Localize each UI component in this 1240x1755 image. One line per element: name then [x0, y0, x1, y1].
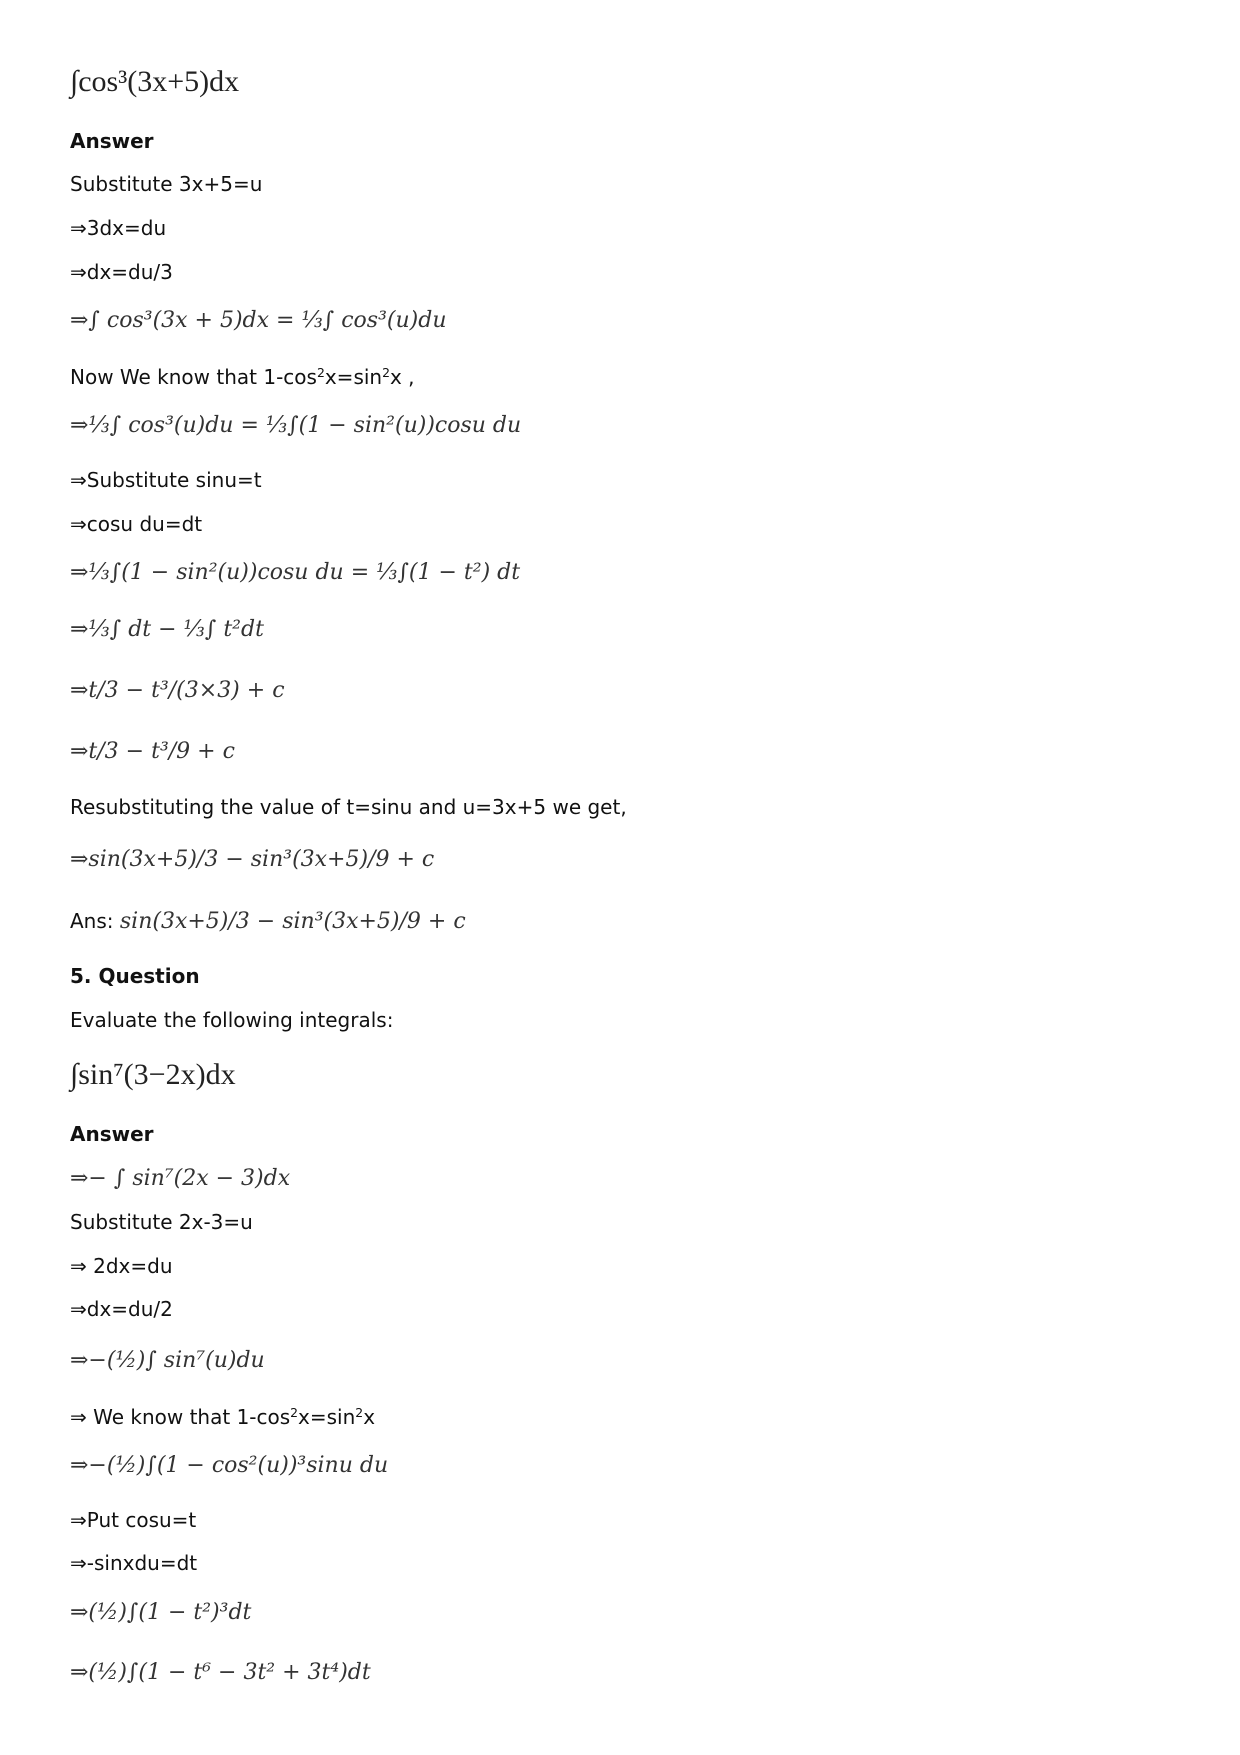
identity-sup-1: 2	[316, 365, 325, 381]
problem4-equation-6: ⇒t/3 − t³/9 + c	[70, 739, 235, 764]
problem5-step-sinxdu: ⇒-sinxdu=dt	[70, 1551, 198, 1575]
problem4-step-cosu: ⇒cosu du=dt	[70, 512, 203, 536]
problem4-identity	[70, 364, 415, 390]
identity-text-post: x	[363, 1405, 376, 1429]
problem5-answer-label: Answer	[70, 1122, 154, 1146]
problem4-final-answer	[70, 908, 466, 935]
problem5-equation-3: ⇒−(½)∫(1 − cos²(u))³sinu du	[70, 1453, 389, 1478]
problem5-step-substitute: Substitute 2x-3=u	[70, 1210, 253, 1234]
problem4-equation-3: ⇒⅓∫(1 − sin²(u))cosu du = ⅓∫(1 − t²) dt	[70, 560, 521, 585]
problem5-equation-5: ⇒(½)∫(1 − t⁶ − 3t² + 3t⁴)dt	[70, 1660, 371, 1685]
problem4-step-substitute: Substitute 3x+5=u	[70, 172, 263, 196]
problem5-equation-1: ⇒− ∫ sin⁷(2x − 3)dx	[70, 1166, 291, 1191]
problem5-step-dx: ⇒dx=du/2	[70, 1297, 173, 1321]
problem5-heading: 5. Question	[70, 964, 200, 988]
problem5-equation-2: ⇒−(½)∫ sin⁷(u)du	[70, 1348, 265, 1373]
problem4-equation-5: ⇒t/3 − t³/(3×3) + c	[70, 678, 285, 703]
problem4-step-3dx: ⇒3dx=du	[70, 216, 167, 240]
problem4-answer-label: Answer	[70, 129, 154, 153]
identity-text-pre: Now We know that 1-cos	[70, 365, 317, 389]
problem4-equation-1: ⇒∫ cos³(3x + 5)dx = ⅓∫ cos³(u)du	[70, 308, 447, 333]
problem4-equation-7: ⇒sin(3x+5)/3 − sin³(3x+5)/9 + c	[70, 847, 435, 872]
problem5-identity	[70, 1404, 375, 1430]
identity-sup-1: 2	[290, 1405, 299, 1421]
final-answer-value: sin(3x+5)/3 − sin³(3x+5)/9 + c	[119, 909, 466, 934]
problem5-step-2dx: ⇒ 2dx=du	[70, 1254, 173, 1278]
problem4-equation-4: ⇒⅓∫ dt − ⅓∫ t²dt	[70, 617, 264, 642]
problem5-step-cosu: ⇒Put cosu=t	[70, 1508, 197, 1532]
identity-text-mid: x=sin	[298, 1405, 356, 1429]
problem5-integral: ∫sin⁷(3−2x)dx	[70, 1058, 236, 1091]
identity-text-mid: x=sin	[324, 365, 383, 389]
problem4-integral: ∫cos³(3x+5)dx	[70, 65, 240, 98]
problem4-resubstitute: Resubstituting the value of t=sinu and u=3x+5 we get,	[70, 795, 627, 819]
problem4-equation-2: ⇒⅓∫ cos³(u)du = ⅓∫(1 − sin²(u))cosu du	[70, 413, 522, 438]
identity-text-post: x ,	[389, 365, 415, 389]
final-answer-label: Ans:	[70, 909, 114, 933]
problem5-equation-4: ⇒(½)∫(1 − t²)³dt	[70, 1600, 252, 1625]
identity-sup-2: 2	[355, 1405, 364, 1421]
problem5-prompt: Evaluate the following integrals:	[70, 1008, 394, 1032]
identity-text-pre: ⇒ We know that 1-cos	[70, 1405, 291, 1429]
identity-sup-2: 2	[382, 365, 390, 381]
problem4-step-sinu: ⇒Substitute sinu=t	[70, 468, 262, 492]
problem4-step-dx: ⇒dx=du/3	[70, 260, 173, 284]
